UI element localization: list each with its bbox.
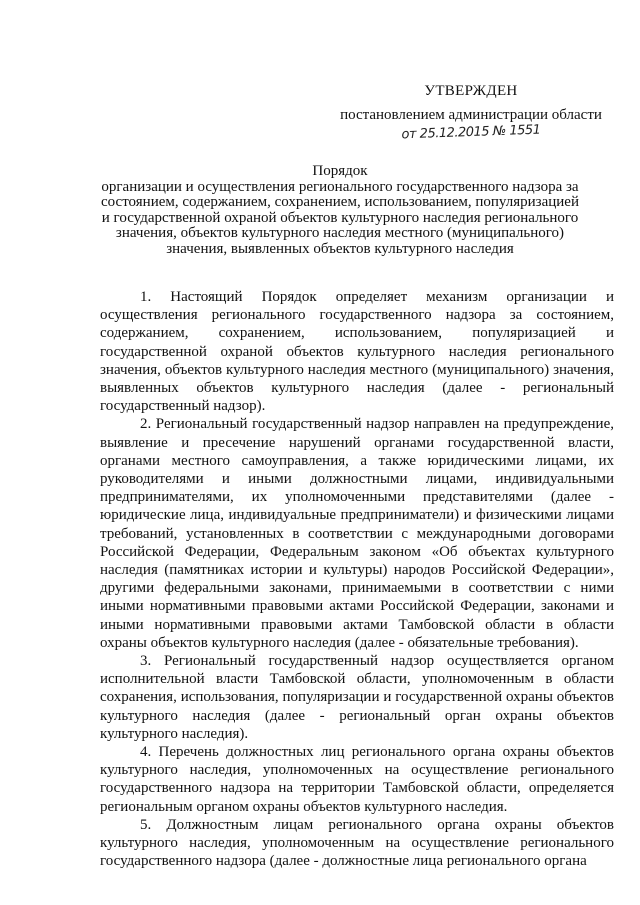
title-name: Порядок	[312, 163, 368, 179]
approval-stamp	[336, 82, 606, 142]
paragraph-2: 2. Региональный государственный надзор направлен на предупреждение, выявление и пресечение нарушений органами государственной власти, органами местного самоуправления, а также юридическими лицами, их руководителями и иными должностными лицами, индивидуальными предпринимателями, их уполномоченными представителями (далее - юридические лица, индивидуальные предприниматели) и физическими лицами требований, установленных в соответствии с международными договорами Российской Федерации, Федеральным законом «Об объектах культурного наследия (памятниках истории и культуры) народов Российской Федерации», другими федеральными законами, принимаемыми в соответствии с ними иными нормативными правовыми актами Российской Федерации, законами и иными нормативными правовыми актами Тамбовской области в области охраны объектов культурного наследия (далее - обязательные требования).	[100, 416, 614, 651]
document-title	[100, 164, 580, 258]
paragraph-5: 5. Должностным лицам регионального органа охраны объектов культурного наследия, уполномоченным на осуществление регионального государственного надзора (далее - должностные лица регионального органа	[100, 816, 614, 870]
document-body	[100, 288, 614, 871]
paragraph-1: 1. Настоящий Порядок определяет механизм организации и осуществления регионального государственного надзора за состоянием, содержанием, сохранением, использованием, популяризацией и государственной охраной объектов культурного наследия регионального значения, объектов культурного наследия местного (муниципального) значения, выявленных объектов культурного наследия (далее - региональный государственный надзор).	[100, 289, 614, 415]
approval-authority: постановлением администрации области	[340, 107, 602, 123]
paragraph-3: 3. Региональный государственный надзор осуществляется органом исполнительной власти Тамбовской области, уполномоченным в области сохранения, использования, популяризации и государственной охраны объектов культурного наследия (далее - региональный орган охраны объектов культурного наследия).	[100, 653, 614, 742]
title-text: организации и осуществления регионального государственного надзора за состоянием, содержанием, сохранением, использованием, популяризацией и государственной охраной объектов культурного наследия регионального значения, объектов культурного наследия местного (муниципального) значения, выявленных объектов культурного наследия	[101, 178, 579, 257]
handwritten-date-number: от 25.12.2015 № 1551	[401, 122, 541, 143]
approval-label: УТВЕРЖДЕН	[424, 83, 518, 99]
paragraph-4: 4. Перечень должностных лиц регионального органа охраны объектов культурного наследия, уполномоченных на осуществление регионального государственного надзора на территории Тамбовской области, определяется региональным органом охраны объектов культурного наследия.	[100, 744, 614, 815]
